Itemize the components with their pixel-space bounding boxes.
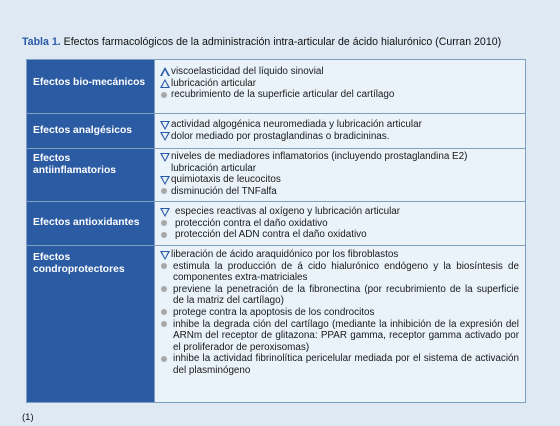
list-item: dolor mediado por prostaglandinas o bradicininas. bbox=[159, 131, 519, 143]
table-row-analgesicos bbox=[27, 114, 525, 149]
effects-table bbox=[26, 59, 526, 403]
list-item: protección del ADN contra el daño oxidativo bbox=[159, 229, 519, 241]
list-item: actividad algogénica neuromediada y lubricación articular bbox=[159, 119, 519, 131]
bullet-dot-icon bbox=[159, 353, 171, 365]
caption-text: Efectos farmacológicos de la administración intra-articular de ácido hialurónico (Curran 2010) bbox=[63, 36, 502, 48]
bullet-dot-icon bbox=[159, 261, 171, 273]
table-row-antioxidantes bbox=[27, 202, 525, 246]
bullet-dot-icon bbox=[159, 186, 171, 198]
row-heading: Efectos antiinflamatorios bbox=[27, 149, 155, 201]
decrease-triangle-icon bbox=[159, 206, 171, 218]
row-body bbox=[155, 114, 525, 148]
increase-triangle-icon bbox=[159, 66, 171, 78]
caption-label: Tabla 1. bbox=[22, 36, 61, 48]
list-item: protege contra la apoptosis de los condrocitos bbox=[159, 307, 519, 319]
bullet-dot-icon bbox=[159, 229, 171, 241]
row-heading: Efectos bio-mecánicos bbox=[27, 60, 155, 113]
table-caption bbox=[22, 36, 501, 48]
decrease-triangle-icon bbox=[159, 249, 171, 261]
row-heading: Efectos antioxidantes bbox=[27, 202, 155, 245]
list-item: viscoelasticidad del líquido sinovial bbox=[159, 66, 519, 78]
row-heading: Efectos analgésicos bbox=[27, 114, 155, 148]
list-item: protección contra el daño oxidativo bbox=[159, 218, 519, 230]
bullet-dot-icon bbox=[159, 218, 171, 230]
decrease-triangle-icon bbox=[159, 151, 171, 163]
increase-triangle-icon bbox=[159, 78, 171, 90]
list-item: previene la penetración de la fibronectina (por recubrimiento de la superficie de la matriz del cartílago) bbox=[159, 284, 519, 307]
decrease-triangle-icon bbox=[159, 131, 171, 143]
list-item: lubricación articular bbox=[159, 78, 519, 90]
row-body bbox=[155, 60, 525, 113]
bullet-dot-icon bbox=[159, 284, 171, 296]
list-item: estimula la producción de á cido hialurónico endógeno y la biosíntesis de componentes extra-matriciales bbox=[159, 261, 519, 284]
decrease-triangle-icon bbox=[159, 119, 171, 131]
list-item: lubricación articular bbox=[171, 162, 257, 174]
list-item: inhibe la degrada ción del cartílago (mediante la inhibición de la expresión del ARNm del receptor de glitazona: PPAR gamma, receptor gamma activado por el proliferador de peroxisomas) bbox=[159, 319, 519, 354]
row-body bbox=[155, 149, 525, 201]
list-item: disminución del TNFalfa bbox=[159, 186, 519, 198]
bullet-dot-icon bbox=[159, 89, 171, 101]
decrease-triangle-icon bbox=[159, 174, 171, 186]
row-heading: Efectos condroprotectores bbox=[27, 246, 155, 402]
table-row-antiinflamatorios bbox=[27, 149, 525, 202]
list-item: quimiotaxis de leucocitos bbox=[159, 174, 519, 186]
list-item: liberación de ácido araquidónico por los fibroblastos bbox=[159, 249, 519, 261]
table-row-condroprotectores bbox=[27, 246, 525, 402]
row-body bbox=[155, 246, 525, 402]
list-item: recubrimiento de la superficie articular del cartílago bbox=[159, 89, 519, 101]
row-body bbox=[155, 202, 525, 245]
list-item: inhibe la actividad fibrinolítica pericelular mediada por el sistema de activación del plasminógeno bbox=[159, 353, 519, 376]
bullet-dot-icon bbox=[159, 307, 171, 319]
list-item: niveles de mediadores inflamatorios (incluyendo prostaglandina E2) bbox=[159, 151, 519, 163]
table-row-biomecanicos bbox=[27, 60, 525, 114]
list-item: especies reactivas al oxígeno y lubricación articular bbox=[159, 206, 519, 218]
footnote: (1) bbox=[22, 412, 34, 423]
bullet-dot-icon bbox=[159, 319, 171, 331]
